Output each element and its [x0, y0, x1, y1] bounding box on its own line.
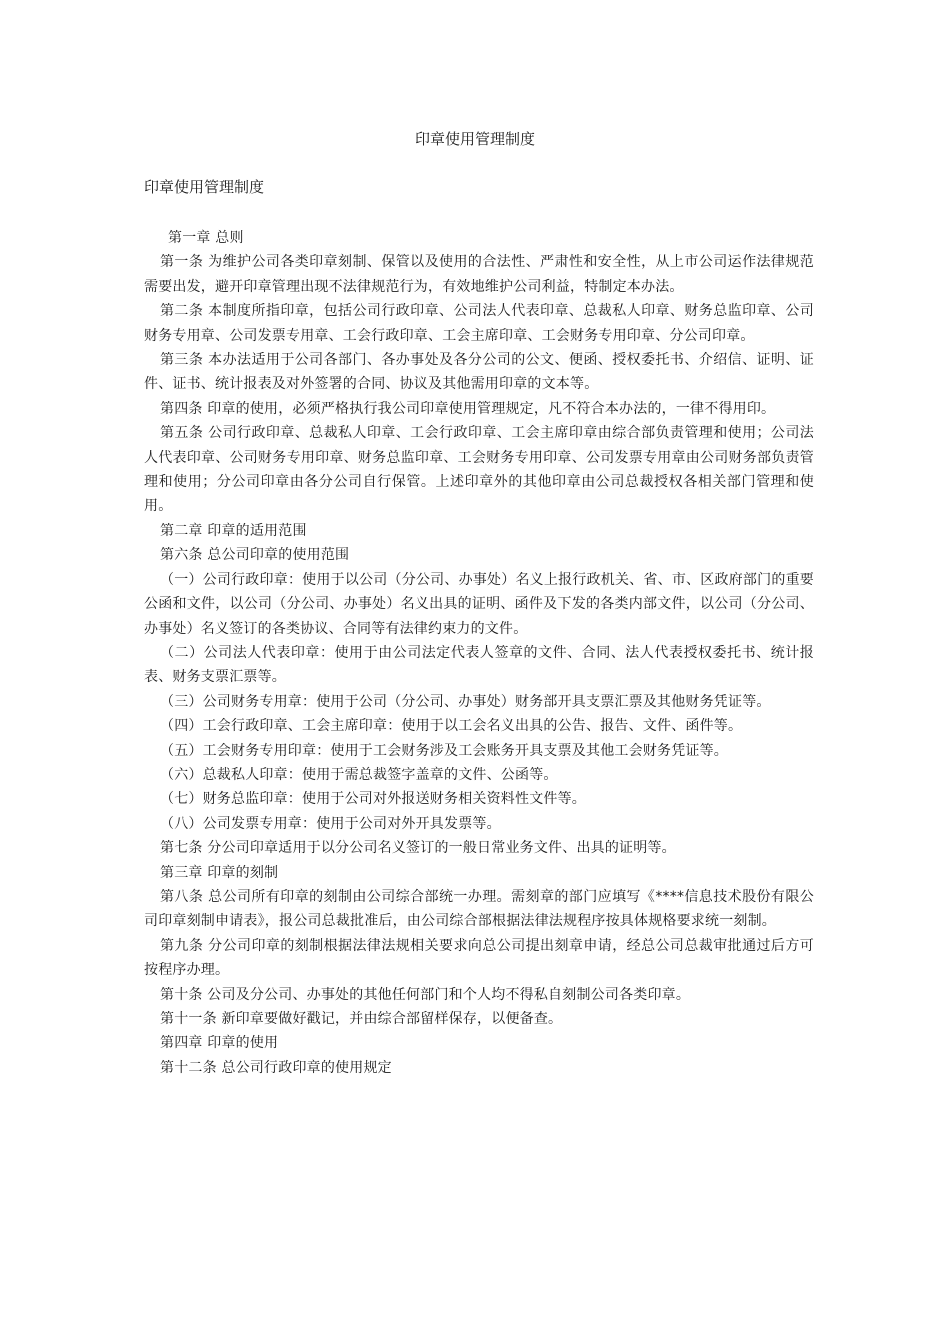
article-paragraph: 第九条 分公司印章的刻制根据法律法规相关要求向总公司提出刻章申请，经总公司总裁审批通过后方可按程序办理。: [144, 937, 814, 979]
article-paragraph: 第十条 公司及分公司、办事处的其他任何部门和个人均不得私自刻制公司各类印章。: [160, 986, 691, 1003]
document-body: [144, 226, 814, 1080]
list-item-paragraph: （三）公司财务专用章：使用于公司（分公司、办事处）财务部开具支票汇票及其他财务凭证等。: [160, 693, 771, 710]
article-paragraph: 第四条 印章的使用，必须严格执行我公司印章使用管理规定，凡不符合本办法的，一律不得用印。: [160, 400, 776, 417]
article-paragraph: 第六条 总公司印章的使用范围: [160, 547, 350, 564]
list-item-paragraph: （七）财务总监印章：使用于公司对外报送财务相关资料性文件等。: [160, 791, 586, 808]
article-paragraph: 第七条 分公司印章适用于以分公司名义签订的一般日常业务文件、出具的证明等。: [160, 840, 676, 857]
chapter-heading: 第三章 印章的刻制: [160, 864, 279, 881]
document-title: 印章使用管理制度: [414, 130, 535, 148]
article-paragraph: 第十一条 新印章要做好戳记，并由综合部留样保存，以便备查。: [160, 1011, 563, 1027]
list-item-paragraph: （八）公司发票专用章：使用于公司对外开具发票等。: [160, 815, 501, 832]
chapter-heading: 第二章 印章的适用范围: [160, 522, 307, 539]
article-paragraph: 第一条 为维护公司各类印章刻制、保管以及使用的合法性、严肃性和安全性，从上市公司运作法律规范需要出发，避开印章管理出现不法律规范行为，有效地维护公司利益，特制定本办法。: [144, 254, 814, 295]
article-paragraph: 第十二条 总公司行政印章的使用规定: [160, 1059, 392, 1076]
article-paragraph: 第八条 总公司所有印章的刻制由公司综合部统一办理。需刻章的部门应填写《****信息技术股份有限公司印章刻制申请表》，报公司总裁批准后，由公司综合部根据法律法规程序按具体规格要求统一刻制。: [144, 888, 814, 930]
chapter-heading: 第一章 总则: [168, 230, 244, 246]
article-paragraph: 第二条 本制度所指印章，包括公司行政印章、公司法人代表印章、总裁私人印章、财务总监印章、公司财务专用章、公司发票专用章、工会行政印章、工会主席印章、工会财务专用印章、分公司印章。: [144, 303, 814, 344]
list-item-paragraph: （五）工会财务专用印章：使用于工会财务涉及工会账务开具支票及其他工会财务凭证等。: [160, 742, 728, 759]
document-subtitle: 印章使用管理制度: [144, 178, 265, 196]
list-item-paragraph: （二）公司法人代表印章：使用于由公司法定代表人签章的文件、合同、法人代表授权委托书、统计报表、财务支票汇票等。: [144, 644, 814, 686]
list-item-paragraph: （四）工会行政印章、工会主席印章：使用于以工会名义出具的公告、报告、文件、函件等。: [160, 718, 743, 735]
list-item-paragraph: （一）公司行政印章：使用于以公司（分公司、办事处）名义上报行政机关、省、市、区政府部门的重要公函和文件，以公司（分公司、办事处）名义出具的证明、函件及下发的各类内部文件，以公司（分公司、办事处）名义签订的各类协议、合同等有法律约束力的文件。: [144, 571, 814, 637]
list-item-paragraph: （六）总裁私人印章：使用于需总裁签字盖章的文件、公函等。: [160, 766, 558, 783]
chapter-heading: 第四章 印章的使用: [160, 1035, 279, 1052]
article-paragraph: 第三条 本办法适用于公司各部门、各办事处及各分公司的公文、便函、授权委托书、介绍信、证明、证件、证书、统计报表及对外签署的合同、协议及其他需用印章的文本等。: [144, 352, 814, 393]
article-paragraph: 第五条 公司行政印章、总裁私人印章、工会行政印章、工会主席印章由综合部负责管理和使用；公司法人代表印章、公司财务专用印章、财务总监印章、工会财务专用印章、公司发票专用章由公司财务部负责管理和使用；分公司印章由各分公司自行保管。上述印章外的其他印章由公司总裁授权各相关部门管理和使用。: [144, 425, 814, 515]
